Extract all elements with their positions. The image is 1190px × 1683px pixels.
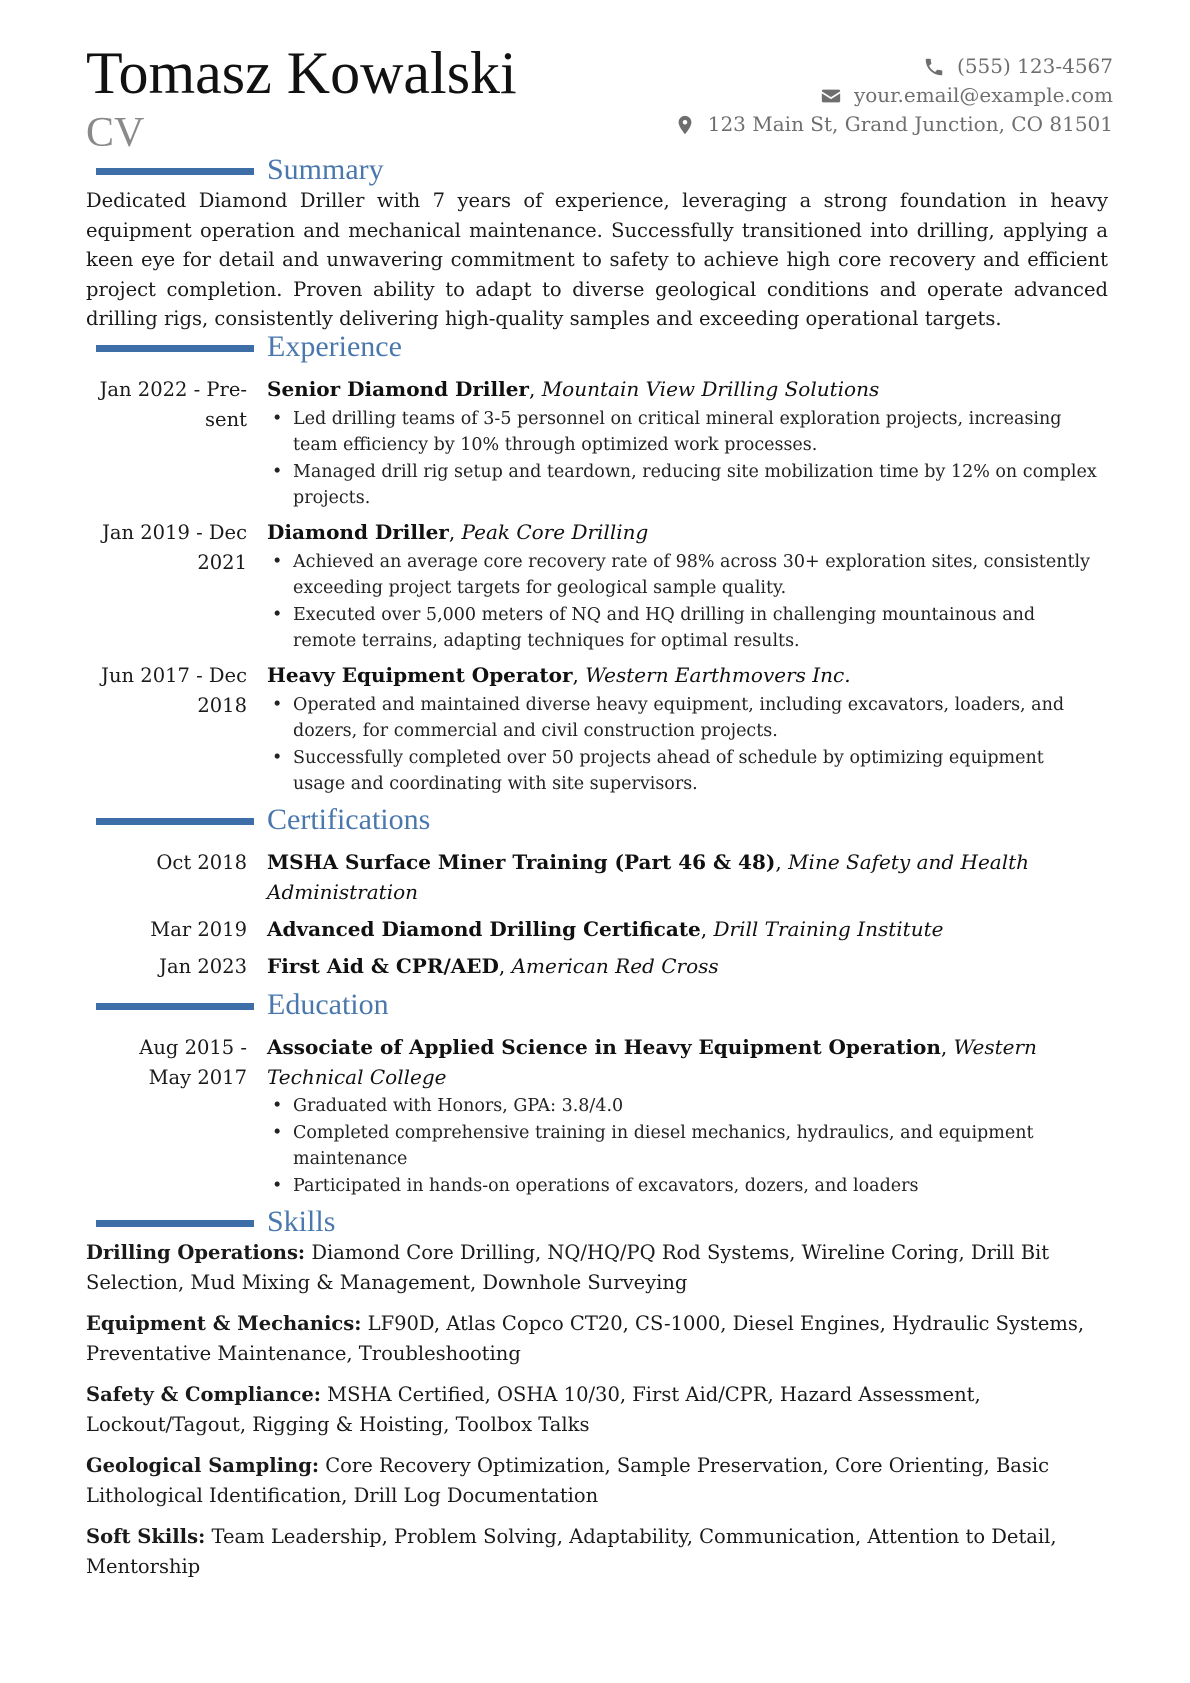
- institution: Western Technical College: [267, 1035, 1037, 1089]
- skill-items: Diamond Core Drilling, NQ/HQ/PQ Rod Systems, Wireline Coring, Drill Bit Selection, Mud Mixing & Management, Downhole Surveying: [86, 1241, 1050, 1294]
- section-accent-bar: [96, 1003, 254, 1010]
- entry-body: [267, 375, 1097, 512]
- entry-date: [86, 375, 247, 434]
- education-heading: [0, 989, 1190, 1025]
- degree-title: Associate of Applied Science in Heavy Equipment Operation: [267, 1035, 941, 1059]
- entry-date-line: sent: [205, 407, 247, 431]
- employer: Mountain View Drilling Solutions: [541, 377, 880, 401]
- entry-heading: Heavy Equipment Operator, Western Earthmovers Inc.: [267, 663, 851, 687]
- contact-email[interactable]: your.email@example.com: [853, 83, 1113, 107]
- entry-bullets: [267, 406, 1097, 512]
- contact-email-row: [674, 81, 1113, 110]
- entry-bullets: [267, 692, 1097, 798]
- entry-heading: Senior Diamond Driller, Mountain View Drilling Solutions: [267, 377, 880, 401]
- education-section: [0, 989, 1190, 1025]
- experience-section: [0, 331, 1190, 367]
- document-subtitle: CV: [86, 110, 145, 156]
- bullet-item: • Executed over 5,000 meters of NQ and HQ drilling in challenging mountainous and remote terrains, adapting techniques for optimal results.: [267, 602, 1097, 655]
- job-title: Diamond Driller: [267, 520, 449, 544]
- section-accent-bar: [96, 168, 254, 175]
- entry-bullets: [267, 1093, 1097, 1199]
- certifications-heading: [0, 804, 1190, 840]
- job-title: Senior Diamond Driller: [267, 377, 529, 401]
- bullet-item: • Achieved an average core recovery rate of 98% across 30+ exploration sites, consistently exceeding project targets for geological sample quality.: [267, 549, 1097, 602]
- bullet-item: • Successfully completed over 50 projects ahead of schedule by optimizing equipment usage and coordinating with site supervisors.: [267, 745, 1097, 798]
- skill-category: Soft Skills:: [86, 1525, 206, 1548]
- entry-date-line: 2021: [197, 550, 247, 574]
- skill-group: [86, 1238, 1108, 1297]
- certification-title: Advanced Diamond Drilling Certificate: [267, 917, 701, 941]
- skill-group: [86, 1309, 1108, 1368]
- summary-section: [0, 154, 1190, 190]
- entry-date: Jan 2023: [159, 955, 247, 978]
- entry-heading: First Aid & CPR/AED, American Red Cross: [267, 954, 719, 978]
- entry-body: [267, 661, 1097, 798]
- skill-category: Geological Sampling:: [86, 1454, 320, 1477]
- skill-items: Team Leadership, Problem Solving, Adaptability, Communication, Attention to Detail, Mentorship: [86, 1525, 1057, 1578]
- skills-list: [86, 1238, 1108, 1593]
- section-accent-bar: [96, 1220, 254, 1227]
- entry-heading: Associate of Applied Science in Heavy Equipment Operation, Western Technical College: [267, 1035, 1037, 1089]
- contact-info: [674, 52, 1113, 139]
- section-title-education: Education: [267, 988, 389, 1021]
- section-title-experience: Experience: [267, 330, 402, 363]
- entry-date-line: Jan 2022 - Pre-: [99, 378, 247, 401]
- section-title-skills: Skills: [267, 1205, 336, 1238]
- skill-items: MSHA Certified, OSHA 10/30, First Aid/CPR, Hazard Assessment, Lockout/Tagout, Rigging & Hoisting, Toolbox Talks: [86, 1383, 981, 1436]
- contact-phone-row: [674, 52, 1113, 81]
- entry-date: [86, 1033, 247, 1092]
- section-title-summary: Summary: [267, 153, 384, 186]
- issuer: American Red Cross: [511, 954, 719, 978]
- skill-items: Core Recovery Optimization, Sample Preservation, Core Orienting, Basic Lithological Identification, Drill Log Documentation: [86, 1454, 1050, 1507]
- entry-body: [267, 848, 1097, 907]
- entry-date-line: Jan 2019 - Dec: [102, 521, 247, 544]
- issuer: Mine Safety and Health Administration: [267, 850, 1030, 904]
- entry-body: [267, 1033, 1097, 1199]
- envelope-icon: [820, 85, 842, 107]
- certifications-section: [0, 804, 1190, 840]
- entry-date: [86, 661, 247, 720]
- section-accent-bar: [96, 345, 254, 352]
- employer: Peak Core Drilling: [461, 520, 649, 544]
- entry-body: [267, 518, 1097, 655]
- bullet-item: • Participated in hands-on operations of excavators, dozers, and loaders: [267, 1173, 1097, 1200]
- skills-section: [0, 1206, 1190, 1242]
- certification-title: First Aid & CPR/AED: [267, 954, 499, 978]
- section-accent-bar: [96, 818, 254, 825]
- entry-date-line: May 2017: [148, 1065, 247, 1089]
- entry-bullets: [267, 549, 1097, 655]
- skill-category: Equipment & Mechanics:: [86, 1312, 362, 1335]
- bullet-item: • Graduated with Honors, GPA: 3.8/4.0: [267, 1093, 1097, 1120]
- bullet-item: • Operated and maintained diverse heavy equipment, including excavators, loaders, and dozers, for commercial and civil construction projects.: [267, 692, 1097, 745]
- contact-address: 123 Main St, Grand Junction, CO 81501: [707, 112, 1113, 136]
- experience-heading: [0, 331, 1190, 367]
- skill-items: LF90D, Atlas Copco CT20, CS-1000, Diesel Engines, Hydraulic Systems, Preventative Maintenance, Troubleshooting: [86, 1312, 1085, 1365]
- map-pin-icon: [674, 114, 696, 136]
- entry-date: Oct 2018: [156, 851, 247, 874]
- skill-category: Drilling Operations:: [86, 1241, 306, 1264]
- job-title: Heavy Equipment Operator: [267, 663, 573, 687]
- section-title-certifications: Certifications: [267, 803, 431, 836]
- summary-text: Dedicated Diamond Driller with 7 years of experience, leveraging a strong foundation in heavy equipment operation and mechanical maintenance. Successfully transitioned into drilling, applying a keen eye for detail and unwavering commitment to safety to achieve high core recovery and efficient project completion. Proven ability to adapt to diverse geological conditions and operate advanced drilling rigs, consistently delivering high-quality samples and exceeding operational targets.: [86, 189, 1108, 330]
- entry-date-line: Aug 2015 -: [139, 1036, 247, 1059]
- phone-icon: [923, 56, 945, 78]
- entry-heading: MSHA Surface Miner Training (Part 46 & 48), Mine Safety and Health Administration: [267, 850, 1030, 904]
- entry-heading: Diamond Driller, Peak Core Drilling: [267, 520, 649, 544]
- skills-heading: [0, 1206, 1190, 1242]
- issuer: Drill Training Institute: [713, 917, 944, 941]
- entry-heading: Advanced Diamond Drilling Certificate, Drill Training Institute: [267, 917, 944, 941]
- skill-group: [86, 1451, 1108, 1510]
- contact-address-row: [674, 110, 1113, 139]
- contact-phone[interactable]: (555) 123-4567: [957, 54, 1113, 78]
- entry-date: Mar 2019: [150, 918, 247, 941]
- skill-group: [86, 1380, 1108, 1439]
- bullet-item: • Managed drill rig setup and teardown, reducing site mobilization time by 12% on complex projects.: [267, 459, 1097, 512]
- candidate-name: Tomasz Kowalski: [86, 40, 517, 106]
- bullet-item: • Led drilling teams of 3-5 personnel on critical mineral exploration projects, increasing team efficiency by 10% through optimized work processes.: [267, 406, 1097, 459]
- entry-body: [267, 952, 1097, 982]
- bullet-item: • Completed comprehensive training in diesel mechanics, hydraulics, and equipment maintenance: [267, 1120, 1097, 1173]
- entry-date-line: 2018: [197, 693, 247, 717]
- employer: Western Earthmovers Inc.: [585, 663, 851, 687]
- entry-date: [86, 518, 247, 577]
- entry-date-line: Jun 2017 - Dec: [101, 664, 247, 687]
- entry-body: [267, 915, 1097, 945]
- certification-title: MSHA Surface Miner Training (Part 46 & 48): [267, 850, 776, 874]
- skill-group: [86, 1522, 1108, 1581]
- skill-category: Safety & Compliance:: [86, 1383, 321, 1406]
- summary-heading: [0, 154, 1190, 190]
